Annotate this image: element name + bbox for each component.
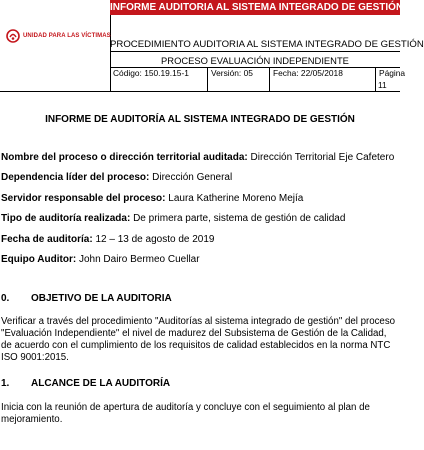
field-audit-type bbox=[1, 213, 400, 224]
field-process-name bbox=[1, 152, 400, 163]
paragraph-line: mejoramiento. bbox=[1, 414, 63, 425]
header-meta-row bbox=[110, 68, 406, 92]
field-label: Tipo de auditoría realizada: bbox=[1, 213, 131, 224]
paragraph-line: Verificar a través del procedimiento "Auditorías al sistema integrado de gestión" del proceso bbox=[1, 316, 396, 327]
field-audit-date bbox=[1, 234, 400, 245]
header-version: Versión: 05 bbox=[208, 68, 270, 91]
section-number: 0. bbox=[1, 293, 10, 304]
field-label: Nombre del proceso o dirección territorial auditada: bbox=[1, 152, 248, 163]
field-label: Equipo Auditor: bbox=[1, 254, 77, 265]
org-logo-icon bbox=[6, 29, 20, 43]
field-value: De primera parte, sistema de gestión de calidad bbox=[130, 213, 346, 224]
field-value: Laura Katherine Moreno Mejía bbox=[165, 193, 304, 204]
header-page-label: Página bbox=[379, 68, 406, 78]
section-title: OBJETIVO DE LA AUDITORIA bbox=[31, 293, 172, 304]
field-value: 12 – 13 de agosto de 2019 bbox=[92, 234, 215, 245]
org-logo bbox=[6, 29, 111, 43]
field-value: John Dairo Bermeo Cuellar bbox=[76, 254, 200, 265]
header-page-number: 11 bbox=[378, 80, 387, 90]
document-header bbox=[0, 0, 424, 91]
paragraph-line: "Evaluación Independiente" el nivel de madurez del Subsistema de Gestión de la Calidad, bbox=[1, 328, 387, 339]
paragraph-line: Inicia con la reunión de apertura de auditoría y concluye con el seguimiento al plan de bbox=[1, 402, 370, 413]
field-lead-dependency bbox=[1, 172, 400, 183]
field-responsible-servant bbox=[1, 193, 400, 204]
field-value: Dirección Territorial Eje Cafetero bbox=[247, 152, 395, 163]
header-process: PROCESO EVALUACIÓN INDEPENDIENTE bbox=[110, 55, 400, 68]
field-label: Dependencia líder del proceso: bbox=[1, 172, 150, 183]
section-title: ALCANCE DE LA AUDITORÍA bbox=[31, 378, 171, 389]
paragraph-line: ISO 9001:2015. bbox=[1, 352, 69, 363]
logo-cell bbox=[0, 0, 111, 92]
section-number: 1. bbox=[1, 378, 10, 389]
header-date: Fecha: 22/05/2018 bbox=[270, 68, 376, 91]
document-title: INFORME DE AUDITORÍA AL SISTEMA INTEGRADO DE GESTIÓN bbox=[45, 114, 355, 125]
field-audit-team bbox=[1, 254, 400, 265]
section-heading-scope bbox=[1, 378, 170, 389]
org-name: UNIDAD PARA LAS VÍCTIMAS bbox=[23, 33, 111, 39]
header-title: INFORME AUDITORIA AL SISTEMA INTEGRADO DE GESTIÓN bbox=[110, 2, 404, 13]
field-label: Fecha de auditoría: bbox=[1, 234, 93, 245]
field-label: Servidor responsable del proceso: bbox=[1, 193, 166, 204]
header-procedure: PROCEDIMIENTO AUDITORIA AL SISTEMA INTEGRADO DE GESTIÓN bbox=[110, 39, 424, 50]
field-value: Dirección General bbox=[149, 172, 233, 183]
paragraph-line: de acuerdo con el cumplimiento de los requisitos de calidad establecidos en la norma NTC bbox=[1, 340, 391, 351]
section-heading-objective bbox=[1, 293, 172, 304]
header-code: Código: 150.19.15-1 bbox=[110, 68, 208, 91]
